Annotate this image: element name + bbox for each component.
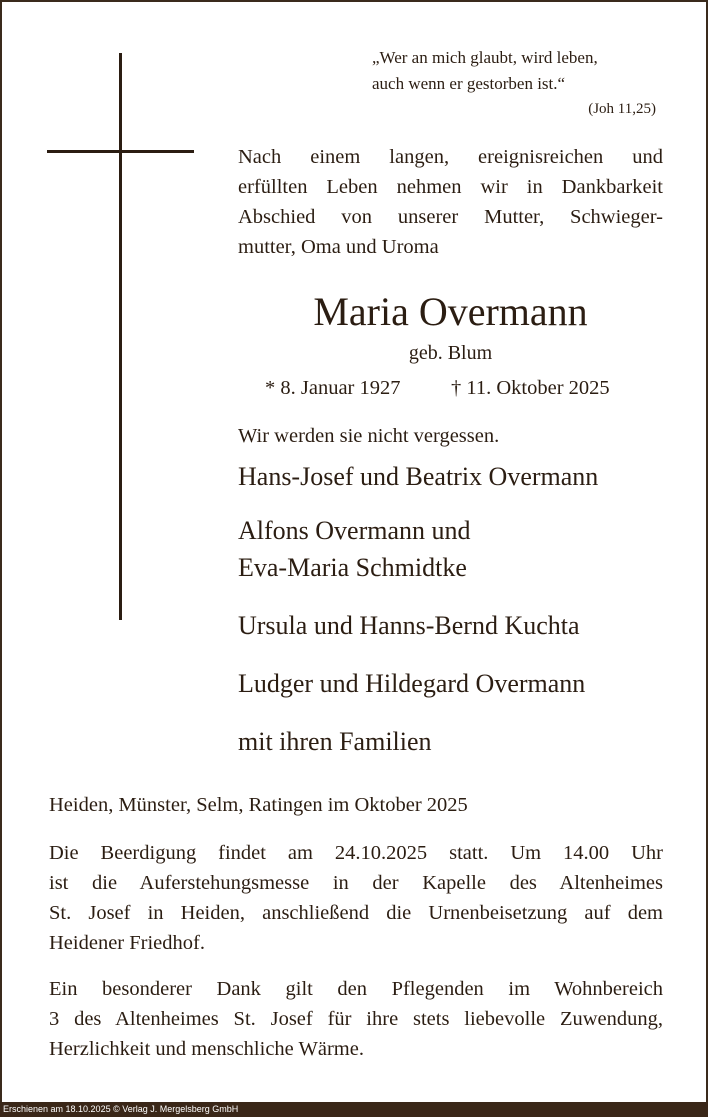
funeral-details: [49, 838, 663, 958]
mourner-name: Alfons Overmann und: [238, 516, 471, 545]
deceased-name: Maria Overmann: [313, 289, 588, 334]
death-date: † 11. Oktober 2025: [451, 377, 610, 399]
intro-line: mutter, Oma und Uroma: [238, 236, 439, 258]
mourner-families: mit ihren Familien: [238, 727, 432, 756]
funeral-line: ist die Auferstehungsmesse in der Kapelle des Altenheimes: [49, 872, 663, 894]
quote-line: auch wenn er gestorben ist.“: [372, 74, 566, 93]
mourner-name: Eva-Maria Schmidtke: [238, 553, 467, 582]
bible-quote: [372, 45, 662, 97]
intro-line: Nach einem langen, ereignisreichen und: [238, 146, 663, 168]
intro-text: [238, 142, 663, 262]
publication-footer: [0, 1102, 708, 1117]
cross-icon: [119, 53, 122, 620]
birth-date: * 8. Januar 1927: [265, 377, 401, 399]
funeral-line: Die Beerdigung findet am 24.10.2025 statt. Um 14.00 Uhr: [49, 842, 663, 864]
quote-line: „Wer an mich glaubt, wird leben,: [372, 48, 598, 67]
place-date: Heiden, Münster, Selm, Ratingen im Oktober 2025: [49, 794, 468, 816]
thanks-line: 3 des Altenheimes St. Josef für ihre stets liebevolle Zuwendung,: [49, 1008, 663, 1030]
intro-line: erfüllten Leben nehmen wir in Dankbarkeit: [238, 176, 663, 198]
funeral-line: Heidener Friedhof.: [49, 932, 205, 954]
maiden-name: geb. Blum: [408, 342, 493, 364]
funeral-line: St. Josef in Heiden, anschließend die Urnenbeisetzung auf dem: [49, 902, 663, 924]
thanks-text: [49, 974, 663, 1064]
intro-line: Abschied von unserer Mutter, Schwieger-: [238, 206, 663, 228]
footer-text: Erschienen am 18.10.2025 © Verlag J. Mergelsberg GmbH: [3, 1104, 239, 1114]
thanks-line: Herzlichkeit und menschliche Wärme.: [49, 1038, 364, 1060]
cross-icon-bar: [47, 150, 194, 153]
mourner-name: Ursula und Hanns-Bernd Kuchta: [238, 611, 580, 640]
quote-reference: (Joh 11,25): [588, 101, 656, 117]
mourner-name: Hans-Josef und Beatrix Overmann: [238, 462, 599, 491]
closing-line: Wir werden sie nicht vergessen.: [238, 425, 500, 447]
mourner-name: Ludger und Hildegard Overmann: [238, 669, 586, 698]
thanks-line: Ein besonderer Dank gilt den Pflegenden im Wohnbereich: [49, 978, 663, 1000]
